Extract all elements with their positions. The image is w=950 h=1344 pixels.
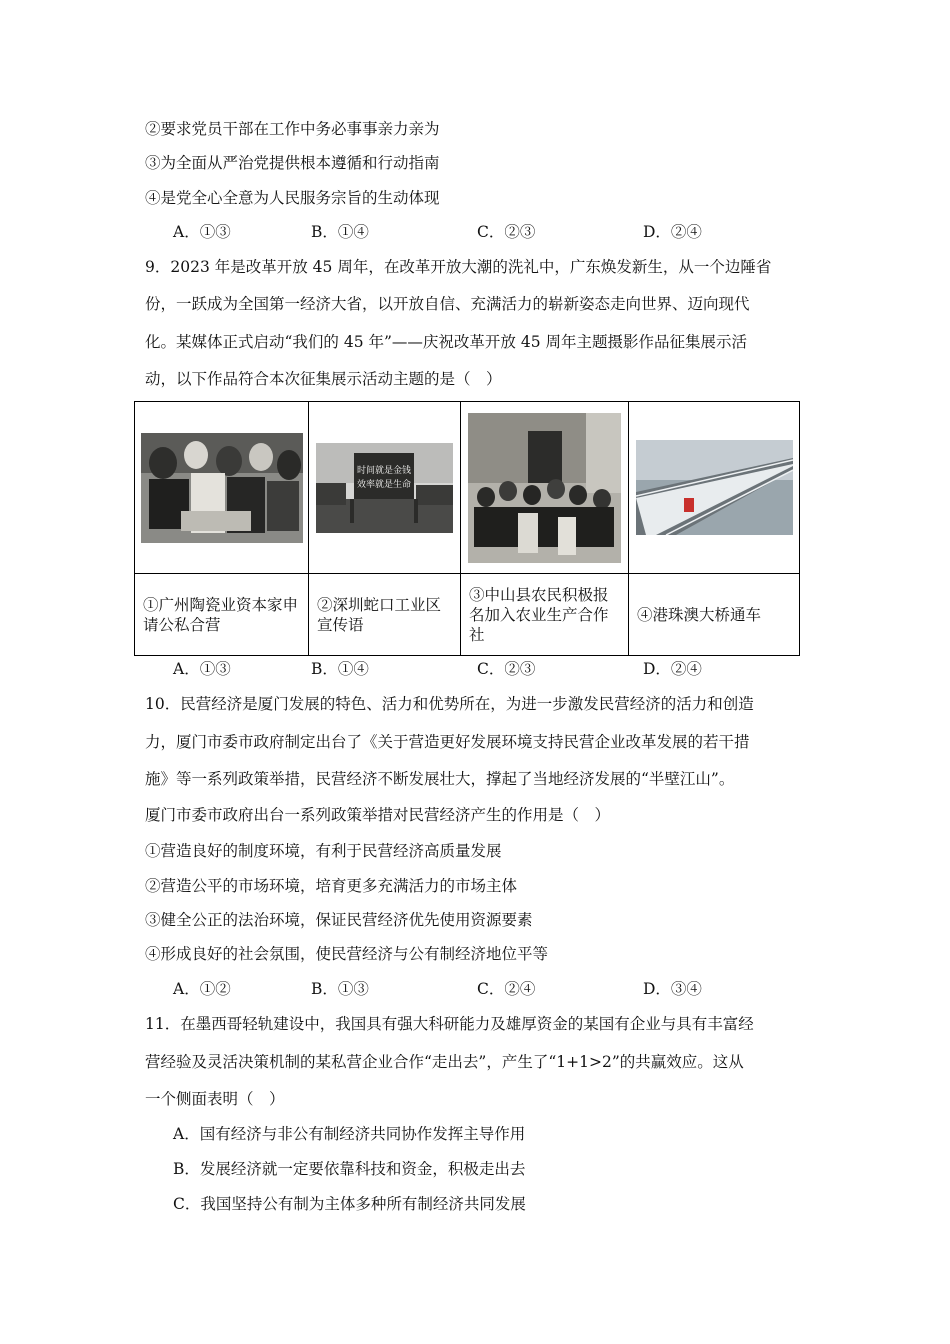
photo-cell-2 (309, 402, 461, 574)
q11-choice-c: C．我国坚持公有制为主体多种所有制经济共同发展 (173, 1195, 526, 1213)
q10-item-4: ④形成良好的社会氛围，使民营经济与公有制经济地位平等 (145, 945, 549, 963)
q9-option-a: A．①③ (173, 660, 231, 678)
q10-item-1: ①营造良好的制度环境，有利于民营经济高质量发展 (145, 842, 502, 860)
q9-option-b: B．①④ (311, 660, 369, 678)
q10-option-d: D．③④ (643, 980, 702, 998)
q11-stem-line-1: 11．在墨西哥轻轨建设中，我国具有强大科研能力及雄厚资金的某国有企业与具有丰富经 (145, 1015, 754, 1033)
q10-stem-line-2: 力，厦门市委市政府制定出台了《关于营造更好发展环境支持民营企业改革发展的若干措 (145, 733, 750, 751)
q11-stem-line-2: 营经验及灵活决策机制的某私营企业合作“走出去”，产生了“1+1>2”的共赢效应。这从 (145, 1053, 744, 1071)
q9-stem-line-3: 化。某媒体正式启动“我们的 45 年”——庆祝改革开放 45 周年主题摄影作品征集展示活 (145, 333, 748, 351)
photo-cell-4 (629, 402, 800, 574)
svg-text:效率就是生命: 效率就是生命 (356, 479, 412, 490)
q11-stem-line-3: 一个侧面表明（ ） (145, 1090, 285, 1108)
q9-stem-line-1: 9．2023 年是改革开放 45 周年，在改革开放大潮的洗礼中，广东焕发新生，从一个边陲省 (145, 258, 772, 276)
photo-caption-4: ④港珠澳大桥通车 (637, 605, 762, 624)
q10-stem-line-4: 厦门市委市政府出台一系列政策举措对民营经济产生的作用是（ ） (145, 806, 611, 824)
q11-choice-a: A．国有经济与非公有制经济共同协作发挥主导作用 (173, 1125, 526, 1143)
photo-1-canning-meeting (141, 433, 303, 543)
q9-option-d: D．②④ (643, 660, 702, 678)
q10-stem-line-1: 10．民营经济是厦门发展的特色、活力和优势所在，为进一步激发民营经济的活力和创造 (145, 695, 754, 713)
q10-option-b: B．①③ (311, 980, 369, 998)
q8-item-4: ④是党全心全意为人民服务宗旨的生动体现 (145, 189, 440, 207)
q10-item-3: ③健全公正的法治环境，保证民营经济优先使用资源要素 (145, 911, 533, 929)
q8-option-a: A．①③ (173, 223, 231, 241)
q8-option-c: C．②③ (477, 223, 536, 241)
photo-caption-2: ②深圳蛇口工业区宣传语 (317, 595, 442, 634)
q10-stem-line-3: 施》等一系列政策举措，民营经济不断发展壮大，撑起了当地经济发展的“半壁江山”。 (145, 770, 735, 788)
photo-caption-1: ①广州陶瓷业资本家申请公私合营 (143, 595, 299, 634)
q10-option-a: A．①② (173, 980, 231, 998)
photo-cell-3 (461, 402, 629, 574)
q8-item-2: ②要求党员干部在工作中务必事事亲力亲为 (145, 120, 440, 138)
slogan-sign-text: 时间就是金钱 (356, 465, 412, 476)
q10-item-2: ②营造公平的市场环境，培育更多充满活力的市场主体 (145, 877, 518, 895)
q9-photo-table (134, 401, 800, 656)
photo-cell-1 (135, 402, 309, 574)
photo-4-hzmb-bridge (636, 440, 793, 535)
q8-option-b: B．①④ (311, 223, 369, 241)
q10-option-c: C．②④ (477, 980, 536, 998)
q9-stem-line-4: 动，以下作品符合本次征集展示活动主题的是（ ） (145, 370, 502, 388)
q9-option-c: C．②③ (477, 660, 536, 678)
q8-option-d: D．②④ (643, 223, 702, 241)
photo-caption-3: ③中山县农民积极报名加入农业生产合作社 (469, 585, 609, 644)
photo-2-shekou-slogan (316, 443, 453, 533)
photo-3-farmers-cooperative (468, 413, 621, 563)
q8-item-3: ③为全面从严治党提供根本遵循和行动指南 (145, 154, 440, 172)
q9-stem-line-2: 份，一跃成为全国第一经济大省，以开放自信、充满活力的崭新姿态走向世界、迈向现代 (145, 295, 750, 313)
q11-choice-b: B．发展经济就一定要依靠科技和资金，积极走出去 (173, 1160, 526, 1178)
